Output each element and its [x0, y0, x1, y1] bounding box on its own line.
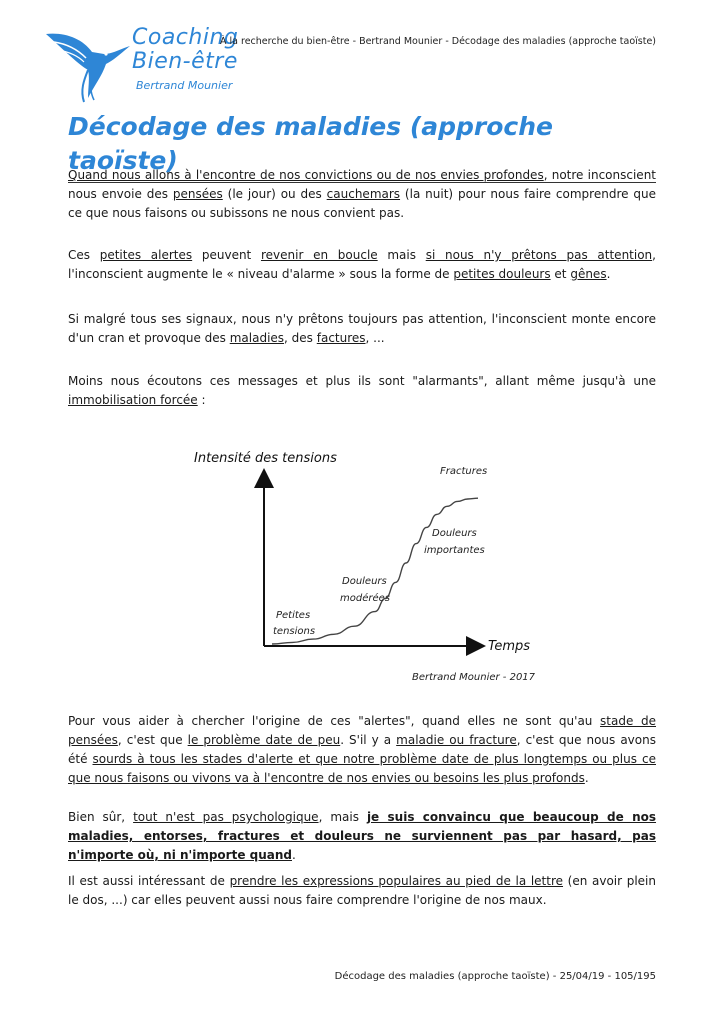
p2-u3: si nous n'y prêtons pas attention: [425, 248, 653, 262]
p6-u1: tout n'est pas psychologique: [133, 810, 319, 824]
ann-importantes-l1: Douleurs: [432, 528, 477, 539]
header-meta: À la recherche du bien-être - Bertrand Mounier - Décodage des maladies (approche taoïste): [220, 36, 656, 47]
ann-fractures: Fractures: [440, 466, 488, 477]
p2-t0: Ces: [68, 248, 100, 262]
ann-moderees-l1: Douleurs: [342, 576, 387, 587]
p2-t2: mais: [377, 248, 426, 262]
p7-t0: Il est aussi intéressant de: [68, 874, 230, 888]
p2-t1: peuvent: [192, 248, 261, 262]
paragraph-2: [68, 246, 656, 284]
p2-u5: gênes: [570, 267, 607, 281]
p3-t2: , ...: [365, 331, 385, 345]
p2-t4: et: [550, 267, 571, 281]
logo-line-bien-etre: Bien-être: [132, 49, 238, 74]
chart-ylabel: Intensité des tensions: [194, 451, 337, 466]
hummingbird-icon: [44, 24, 134, 104]
p4-u1: immobilisation forcée: [68, 393, 198, 407]
ann-petites-l1: Petites: [276, 610, 311, 621]
page-title: Décodage des maladies (approche taoïste): [68, 110, 656, 183]
tension-chart: [180, 444, 540, 688]
ann-moderees-l2: modérées: [340, 593, 390, 604]
p6-b1: je suis convaincu que beaucoup de nos maladies, entorses, fractures et douleurs ne surviennent pas par hasard, pas n'importe où, ni n'importe quand: [68, 810, 657, 862]
p1-u3: cauchemars: [326, 187, 401, 201]
paragraph-1: [68, 166, 656, 223]
p6-t0: Bien sûr,: [68, 810, 134, 824]
chart-xlabel: Temps: [488, 639, 531, 654]
paragraph-4: [68, 372, 656, 410]
p6-t1: , mais: [318, 810, 367, 824]
p3-u2: factures: [316, 331, 366, 345]
p1-u1: Quand nous allons à l'encontre de nos convictions ou de nos envies profondes: [68, 168, 544, 182]
chart-credit: Bertrand Mounier - 2017: [412, 672, 536, 683]
paragraph-3: [68, 310, 656, 348]
paragraph-6: [68, 808, 656, 865]
p4-t0: Moins nous écoutons ces messages et plus ils sont "alarmants", allant même jusqu'à une: [68, 374, 656, 388]
p1-t2: (le jour) ou des: [222, 187, 327, 201]
p3-t1: , des: [284, 331, 317, 345]
p5-u2: le problème date de peu: [187, 733, 341, 747]
paragraph-7: [68, 872, 656, 910]
p5-u3: maladie ou fracture: [396, 733, 517, 747]
p2-u4: petites douleurs: [453, 267, 551, 281]
p2-u2: revenir en boucle: [260, 248, 378, 262]
p5-t1: , c'est que: [117, 733, 188, 747]
logo: [44, 24, 244, 104]
ann-importantes-l2: importantes: [424, 545, 485, 556]
p3-u1: maladies: [229, 331, 285, 345]
tension-curve: [272, 498, 478, 644]
p1-t1: , notre inconscient nous envoie des: [68, 168, 656, 201]
ann-petites-l2: tensions: [273, 626, 316, 637]
p2-u1: petites alertes: [99, 248, 193, 262]
p5-t4: .: [584, 771, 589, 785]
p5-t3: , c'est que nous avons été: [68, 733, 656, 766]
page-footer: Décodage des maladies (approche taoïste) - 25/04/19 - 105/195: [334, 971, 656, 982]
logo-line-coaching: Coaching: [132, 25, 239, 50]
p7-t1: (en avoir plein le dos, ...) car elles peuvent aussi nous faire comprendre l'origine de nos maux.: [68, 874, 656, 907]
p1-t3: (la nuit) pour nous faire comprendre que ce que nous faisons ou subissons ne nous convient pas.: [68, 187, 656, 220]
p3-t0: Si malgré tous ses signaux, nous n'y prêtons toujours pas attention, l'inconscient monte encore d'un cran et provoque des: [68, 312, 656, 345]
p5-u4: sourds à tous les stades d'alerte et que notre problème date de plus longtemps ou plus ce que nous faisons ou vivons va à l'encontre de nos envies ou besoins les plus profonds: [68, 752, 656, 785]
p5-t2: . S'il y a: [340, 733, 397, 747]
p4-t1: :: [197, 393, 206, 407]
p6-t2: .: [292, 848, 296, 862]
logo-author: Bertrand Mounier: [136, 79, 233, 92]
p2-t5: .: [606, 267, 611, 281]
p5-u1: stade de pensées: [68, 714, 656, 747]
paragraph-5: [68, 712, 656, 788]
p5-t0: Pour vous aider à chercher l'origine de ces "alertes", quand elles ne sont qu'au: [68, 714, 601, 728]
p1-u2: pensées: [172, 187, 223, 201]
p7-u1: prendre les expressions populaires au pied de la lettre: [229, 874, 564, 888]
p2-t3: , l'inconscient augmente le « niveau d'alarme » sous la forme de: [68, 248, 656, 281]
